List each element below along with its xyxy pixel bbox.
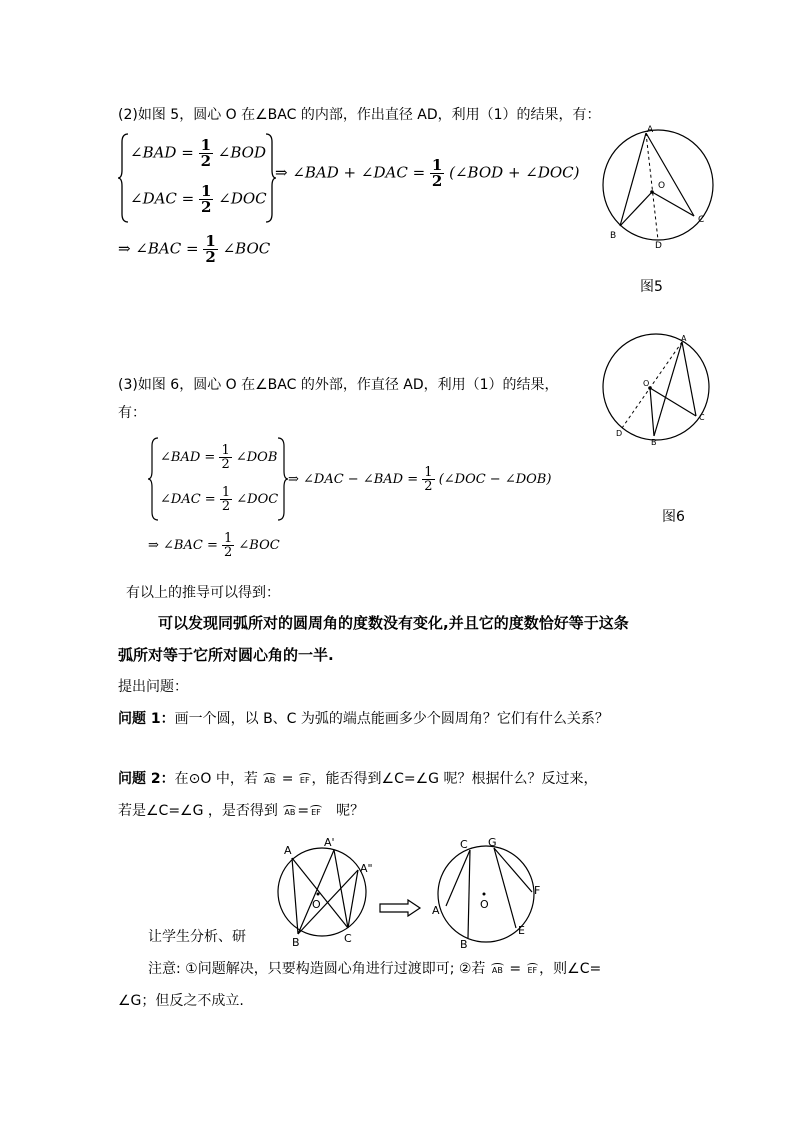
arc-ab: AB — [491, 966, 503, 975]
label-b: B — [460, 938, 468, 950]
frac-den: 2 — [431, 172, 443, 190]
result-left: ⇒ ∠BAC = — [118, 239, 199, 258]
implies-tail: (∠DOC − ∠DOB) — [438, 472, 552, 487]
note-line1-b: ，则∠C= — [539, 961, 602, 977]
label-e: E — [518, 924, 525, 937]
note-line1 — [148, 958, 601, 978]
label-o: O — [658, 181, 666, 191]
frac-den: 2 — [223, 545, 233, 560]
eq-left: ∠DAC = — [130, 189, 195, 208]
question-2-line2-a: 若是∠C=∠G ，是否得到 — [118, 803, 278, 819]
question-2-line2-b: 呢？ — [336, 803, 365, 819]
equals: = — [281, 771, 294, 787]
label-a-prime: A' — [324, 836, 335, 849]
label-c: C — [460, 838, 468, 851]
label-a: A — [284, 844, 292, 857]
left-brace — [148, 436, 160, 522]
label-o: O — [480, 898, 489, 911]
conclusion-line1: 可以发现同弧所对的圆周角的度数没有变化,并且它的度数恰好等于这条 — [158, 614, 629, 632]
eq-right: ∠DOC — [218, 189, 267, 208]
label-o: O — [643, 379, 650, 388]
analysis-text: 让学生分析、研 — [148, 929, 246, 945]
conclusion-line2: 弧所对等于它所对圆心角的一半. — [118, 646, 334, 664]
question-2-line1 — [118, 768, 597, 788]
question-2-text-a: 在⊙O 中，若 — [174, 771, 258, 787]
frac-num: 1 — [201, 182, 212, 200]
label-c: C — [699, 413, 705, 422]
eq-right: ∠DOC — [236, 492, 279, 507]
figure-inscribed-angles — [272, 832, 382, 950]
eq3-line1 — [160, 444, 277, 471]
eq3-line2 — [160, 486, 278, 513]
figure-equal-arcs — [428, 836, 548, 950]
frac-num: 1 — [221, 485, 231, 500]
frac-num: 1 — [223, 531, 233, 546]
note-line1-a: 注意: ①问题解决，只要构造圆心角进行过渡即可; ②若 — [148, 961, 486, 977]
eq2-line1 — [130, 138, 266, 169]
frac-num: 1 — [200, 136, 212, 154]
arc-ef: EF — [527, 966, 538, 975]
frac-num: 1 — [431, 156, 443, 174]
equation-system-2 — [118, 132, 278, 224]
result-left: ⇒ ∠BAC = — [148, 538, 218, 553]
questions-heading: 提出问题： — [118, 679, 188, 695]
arc-ef: EF — [311, 808, 321, 817]
arrow-icon — [378, 898, 422, 918]
arc-ab: AB — [284, 808, 296, 817]
frac-den: 2 — [221, 457, 230, 472]
label-b: B — [610, 231, 617, 241]
label-a: A — [647, 125, 654, 135]
question-1-label: 问题 1： — [118, 711, 175, 727]
frac-num: 1 — [221, 443, 230, 458]
question-2-label: 问题 2： — [118, 771, 175, 787]
label-b: B — [651, 438, 657, 447]
eq2-result — [118, 234, 270, 265]
note-line2: ∠G；但反之不成立. — [118, 993, 244, 1009]
arc-ef: EF — [299, 776, 310, 785]
frac-den: 2 — [221, 499, 231, 514]
label-o: O — [312, 898, 321, 911]
question-2-text-b: ，能否得到∠C=∠G 呢？根据什么？反过来， — [311, 771, 598, 787]
eq3-result — [148, 532, 280, 559]
frac-den: 2 — [205, 248, 216, 266]
frac-den: 2 — [201, 198, 212, 216]
result-right: ∠BOC — [222, 239, 271, 258]
para3-intro-2: 有： — [118, 405, 146, 421]
label-a: A — [681, 334, 687, 343]
label-f: F — [534, 884, 541, 897]
eq-right: ∠BOD — [217, 143, 266, 162]
implies-mid: ⇒ ∠BAD + ∠DAC = — [275, 163, 426, 182]
label-d: D — [655, 241, 662, 251]
label-c: C — [344, 932, 352, 945]
figure-5 — [596, 122, 726, 252]
frac-den: 2 — [424, 479, 433, 494]
result-right: ∠BOC — [238, 538, 280, 553]
para3-intro-1: (3)如图 6，圆心 O 在∠BAC 的外部，作直径 AD，利用（1）的结果， — [118, 377, 559, 393]
arc-ab: AB — [264, 776, 276, 785]
question-1-text: 画一个圆，以 B、C 为弧的端点能画多少个圆周角？它们有什么关系？ — [174, 711, 609, 727]
eq-left: ∠BAD = — [160, 450, 216, 465]
left-brace — [118, 132, 130, 224]
label-d: D — [616, 429, 623, 438]
eq2-implies — [275, 158, 580, 189]
fig5-caption: 图5 — [640, 279, 663, 295]
question-2-line2 — [118, 800, 364, 820]
frac-num: 1 — [424, 465, 433, 480]
eq-left: ∠BAD = — [130, 143, 194, 162]
eq-right: ∠DOB — [235, 450, 278, 465]
para2-intro: (2)如图 5，圆心 O 在∠BAC 的内部，作出直径 AD，利用（1）的结果，有： — [118, 107, 601, 123]
fig6-caption: 图6 — [662, 509, 685, 525]
equation-system-3 — [148, 436, 288, 522]
question-1 — [118, 708, 609, 728]
equals: = — [297, 803, 310, 819]
label-g: G — [488, 836, 497, 849]
eq2-line2 — [130, 184, 267, 215]
conclusion-lead: 有以上的推导可以得到： — [126, 585, 280, 601]
label-a-double-prime: A" — [360, 862, 373, 875]
implies-mid: ⇒ ∠DAC − ∠BAD = — [288, 472, 419, 487]
label-a: A — [432, 904, 440, 917]
label-b: B — [292, 936, 300, 949]
equals: = — [509, 961, 522, 977]
eq3-implies — [288, 466, 551, 493]
frac-den: 2 — [200, 152, 212, 170]
implies-tail: (∠BOD + ∠DOC) — [449, 163, 580, 182]
figure-6 — [598, 332, 718, 448]
frac-num: 1 — [205, 232, 216, 250]
label-c: C — [698, 215, 705, 225]
eq-left: ∠DAC = — [160, 492, 216, 507]
